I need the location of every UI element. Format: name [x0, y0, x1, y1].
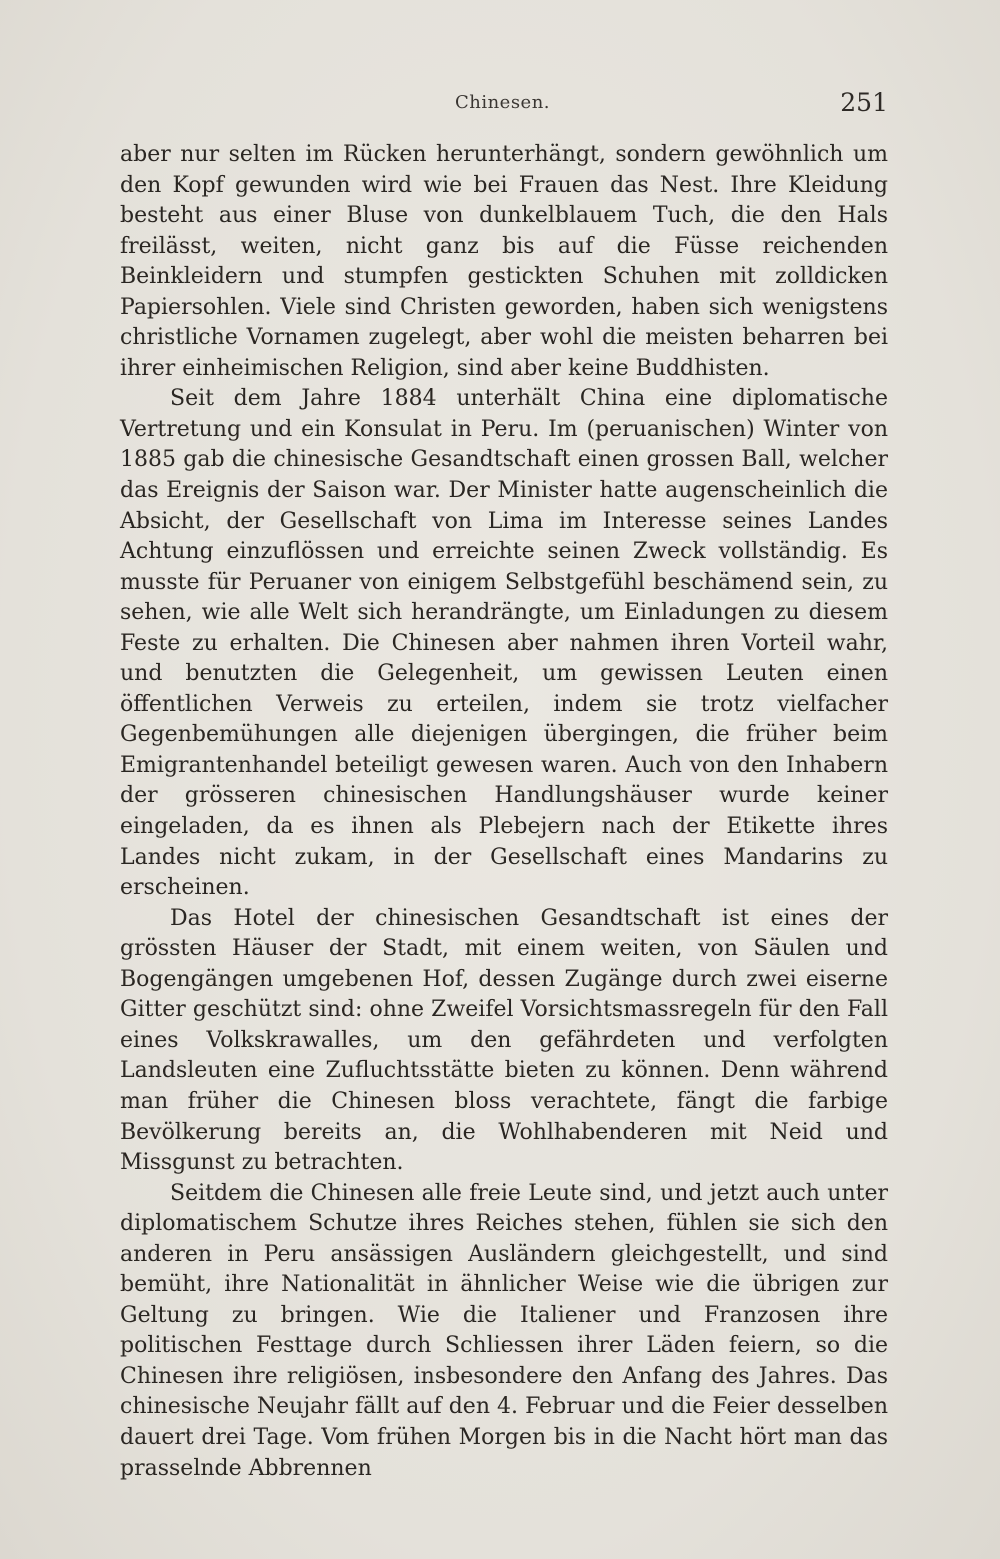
running-title: Chinesen.: [454, 92, 551, 113]
paragraph-embassy-hotel: Das Hotel der chinesischen Gesandtschaft ist eines der grössten Häuser der Stadt, mit einem weiten, von Säulen und Bogengängen umgebenen Hof, dessen Zugänge durch zwei eiserne Gitter geschützt sind: ohne Zweifel Vorsichtsmassregeln für den Fall eines Volkskrawalles, um den gefährdeten und verfolgten Landsleuten eine Zufluchtsstätte bieten zu können. Denn während man früher die Chinesen bloss verachtete, fängt die farbige Bevölkerung bereits an, die Wohlhabenderen mit Neid und Missgunst zu betrachten.: [120, 905, 888, 1176]
page-number: 251: [840, 88, 888, 117]
paragraph-diplomatic-representation: Seit dem Jahre 1884 unterhält China eine diplomatische Vertretung und ein Konsulat in Peru. Im (peruanischen) Winter von 1885 gab die chinesische Gesandtschaft einen grossen Ball, welcher das Ereignis der Saison war. Der Minister hatte augenscheinlich die Absicht, der Gesellschaft von Lima im Interesse seines Landes Achtung einzuflössen und erreichte seinen Zweck vollständig. Es musste für Peruaner von einigem Selbstgefühl beschämend sein, zu sehen, wie alle Welt sich herandrängte, um Einladungen zu diesem Feste zu erhalten. Die Chinesen aber nahmen ihren Vorteil wahr, und benutzten die Gelegenheit, um gewissen Leuten einen öffentlichen Verweis zu erteilen, indem sie trotz vielfacher Gegenbemühungen alle diejenigen übergingen, die früher beim Emigrantenhandel beteiligt gewesen waren. Auch von den Inhabern der grösseren chinesischen Handlungshäuser wurde keiner eingeladen, da es ihnen als Plebejern nach der Etikette ihres Landes nicht zukam, in der Gesellschaft eines Mandarins zu erscheinen.: [120, 386, 888, 901]
body-text: [120, 140, 888, 1484]
paragraph-continuation: aber nur selten im Rücken herunterhängt, sondern gewöhnlich um den Kopf gewunden wird wie bei Frauen das Nest. Ihre Kleidung besteht aus einer Bluse von dunkelblauem Tuch, die den Hals freilässt, weiten, nicht ganz bis auf die Füsse reichenden Beinkleidern und stumpfen gestickten Schuhen mit zolldicken Papiersohlen. Viele sind Christen geworden, haben sich wenigstens christliche Vornamen zugelegt, aber wohl die meisten beharren bei ihrer einheimischen Religion, sind aber keine Buddhisten.: [120, 142, 888, 381]
paragraph-chinese-new-year: Seitdem die Chinesen alle freie Leute sind, und jetzt auch unter diplomatischem Schutze ihres Reiches stehen, fühlen sie sich den anderen in Peru ansässigen Ausländern gleichgestellt, und sind bemüht, ihre Nationalität in ähnlicher Weise wie die übrigen zur Geltung zu bringen. Wie die Italiener und Franzosen ihre politischen Festtage durch Schliessen ihrer Läden feiern, so die Chinesen ihre religiösen, insbesondere den Anfang des Jahres. Das chinesische Neujahr fällt auf den 4. Februar und die Feier desselben dauert drei Tage. Vom frühen Morgen bis in die Nacht hört man das prasselnde Abbrennen: [120, 1180, 888, 1481]
